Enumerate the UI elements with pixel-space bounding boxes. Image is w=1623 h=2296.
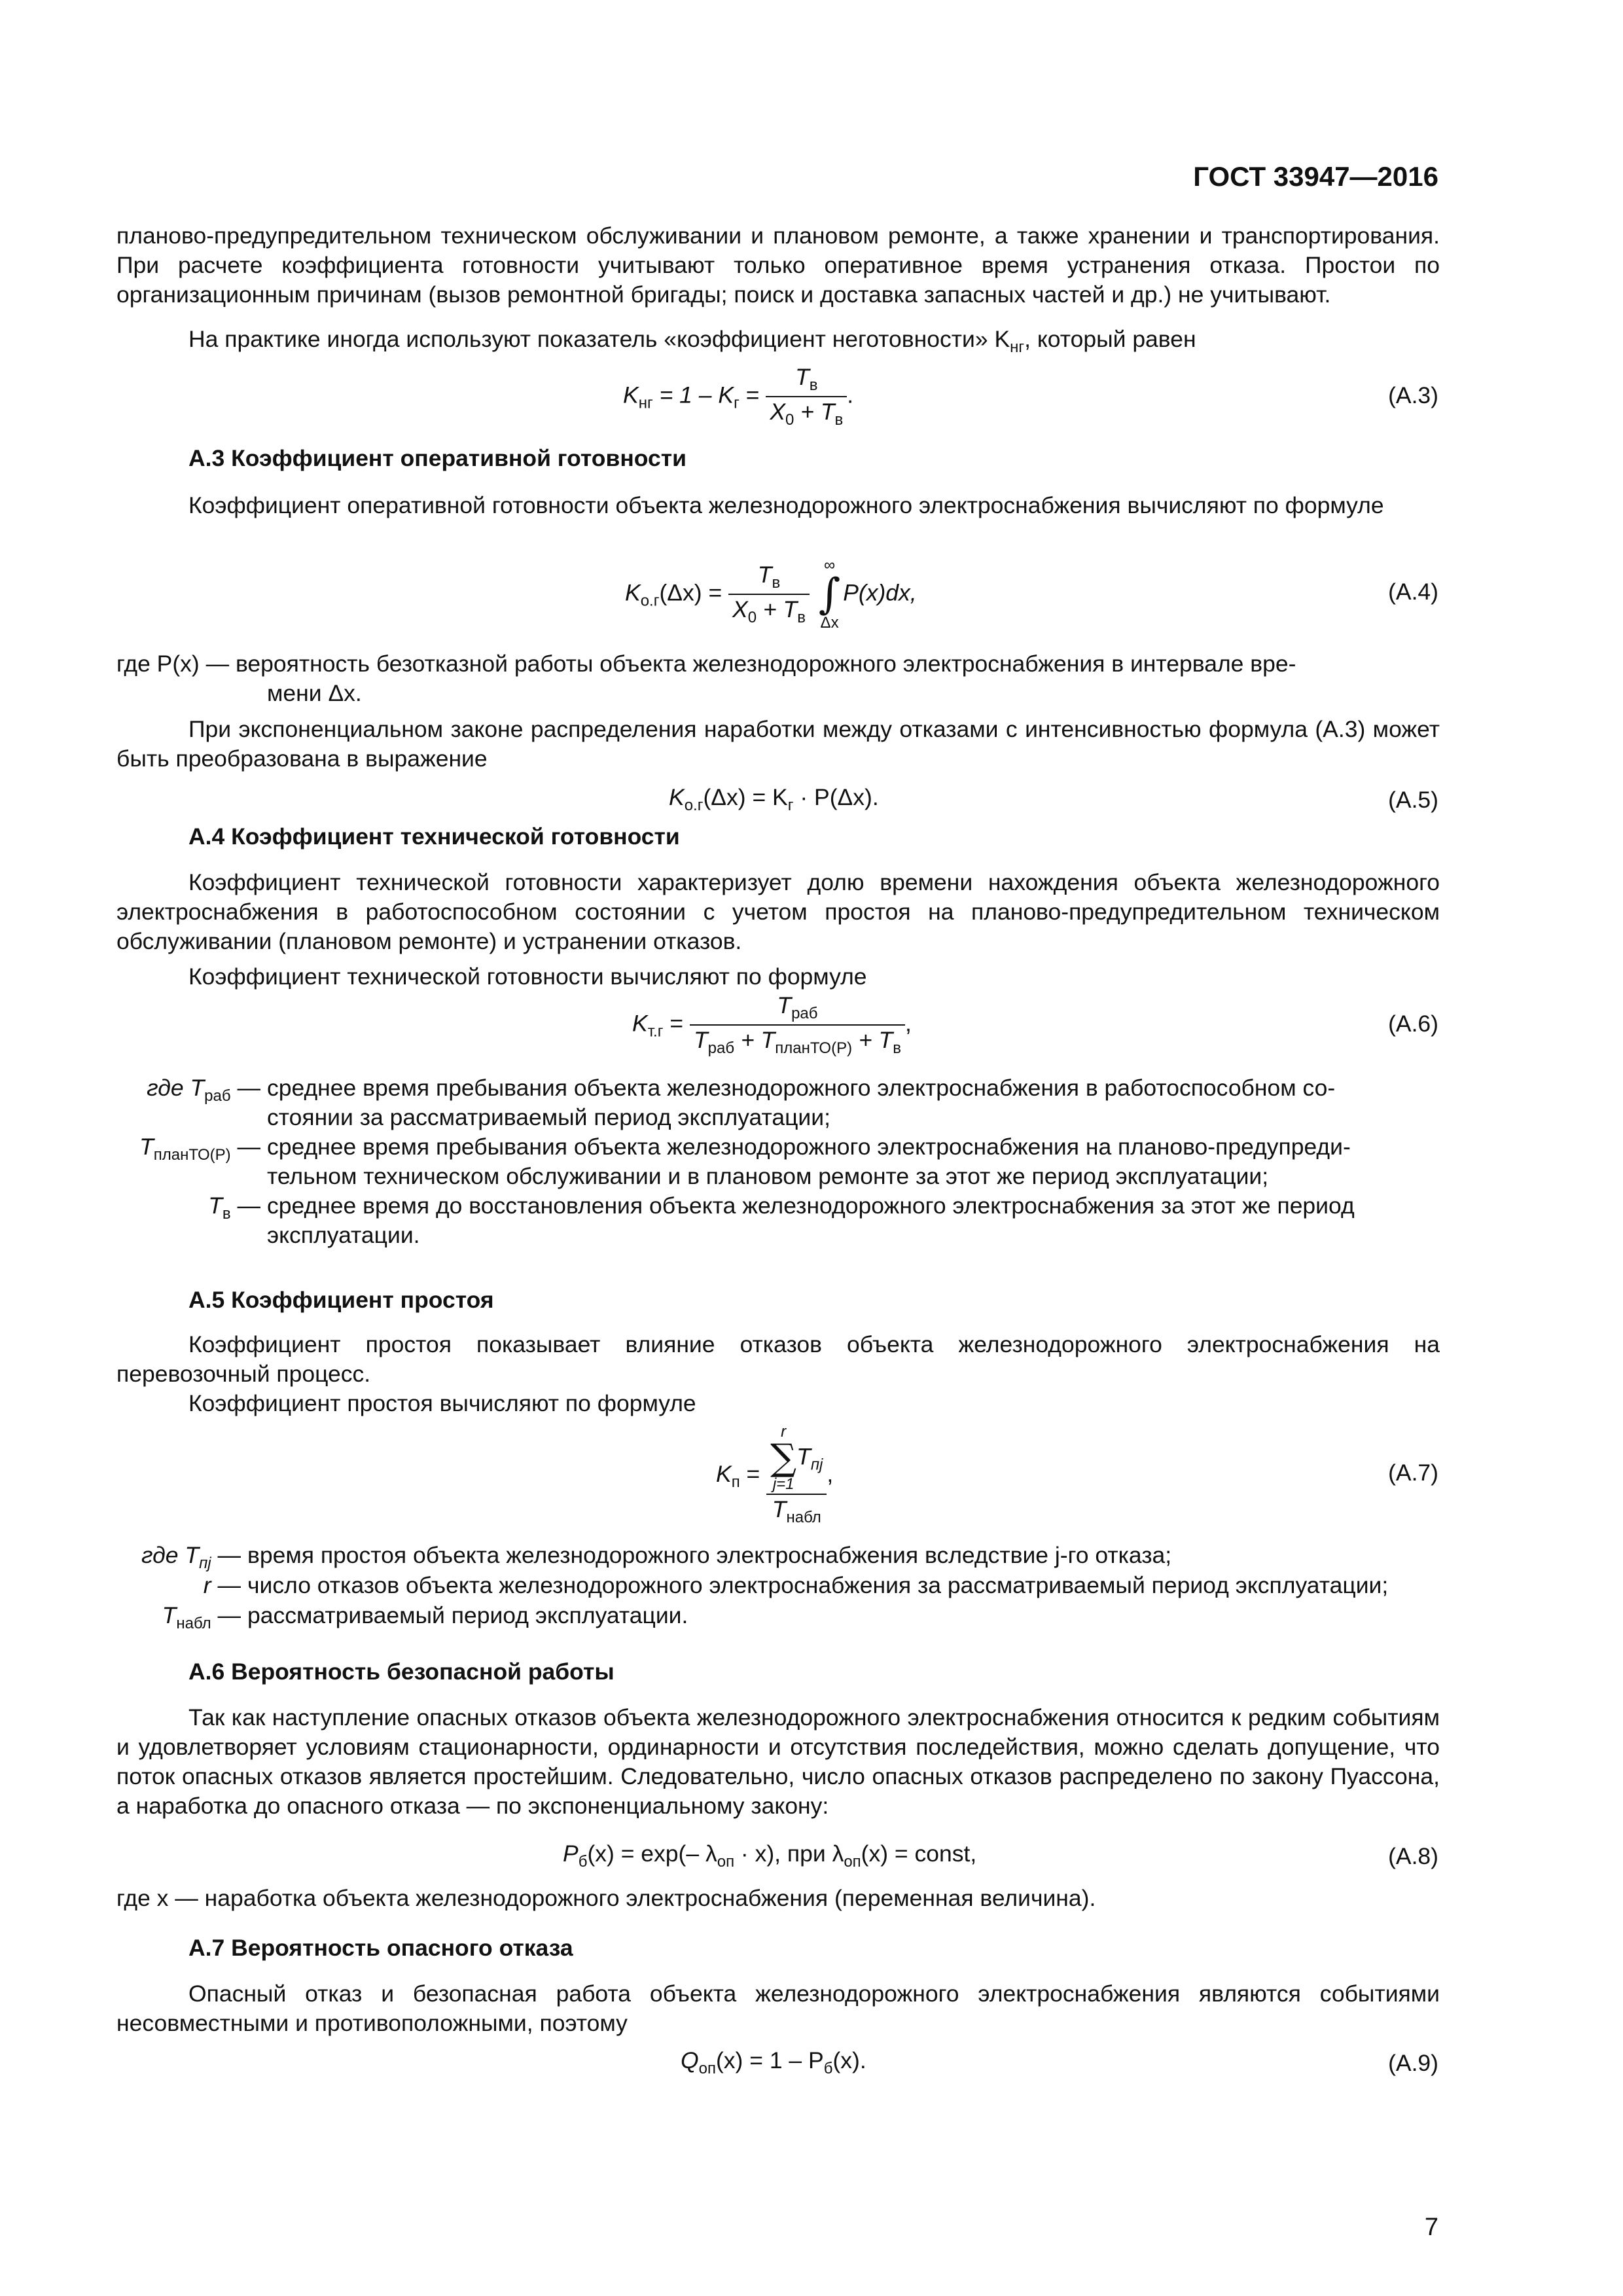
definition-p: где P(x) — вероятность безотказной работы объекта железнодорожного электроснабжения в интервале вре- xyxy=(116,651,1296,677)
paragraph-safe-operation: Так как наступление опасных отказов объекта железнодорожного электроснабжения относится к редким событиям и удовлетворяет условиям стационарности, ординарности и отсутствия последействия, можно сделать допущение, что поток опасных отказов является простейшим. Следовательно, число опасных отказов распределено по закону Пуассона, а наработка до опасного отказа — по экспоненциальному закону: xyxy=(116,1704,1440,1819)
definition-row-tnabl: $T_{набл}$ — рассматриваемый период эксплуатации. xyxy=(162,1602,688,1632)
equation-label-a8: (А.8) xyxy=(1388,1843,1438,1869)
definition-row-r: r — число отказов объекта железнодорожного электроснабжения за рассматриваемый период эксплуатации; xyxy=(203,1572,1389,1598)
paragraph-downtime-formula: Коэффициент простоя вычисляют по формуле xyxy=(188,1390,696,1416)
equation-label-a7: (А.7) xyxy=(1388,1460,1438,1486)
section-heading-a7: А.7 Вероятность опасного отказа xyxy=(188,1935,573,1961)
paragraph-continuation: планово-предупредительном техническом обслуживании и плановом ремонте, а также хранении и транспортирования. При расчете коэффициента готовности учитывают только оперативное время устранения отказа. Простои по организационным причинам (вызов ремонтной бригады; поиск и доставка запасных частей и др.) не учитывают. xyxy=(116,223,1440,308)
equation-label-a3: (А.3) xyxy=(1388,382,1438,408)
equation-label-a6: (А.6) xyxy=(1388,1011,1438,1037)
paragraph-downtime: Коэффициент простоя показывает влияние отказов объекта железнодорожного электроснабжения на перевозочный процесс. xyxy=(116,1331,1440,1387)
paragraph-unavailability: На практике иногда используют показатель «коэффициент неготовности» $K_{нг}$, который равен xyxy=(188,326,1196,356)
equation-a7: $K_п$ = r ∑ j=1 $T_{пj}$ $T_{набл}$ , xyxy=(716,1423,834,1526)
equation-a3: $K_{нг} = 1 - K_г$ = $\frac{T_в}{X_0 + T_в}$ . xyxy=(623,364,854,429)
definition-row-trab: где $T_{раб}$ — среднее время пребывания объекта железнодорожного электроснабжения в работоспособном со- стоянии за рассматриваемый период эксплуатации; xyxy=(147,1075,1336,1130)
definition-row-tpj: где $T_{пj}$ — время простоя объекта железнодорожного электроснабжения вследствие j-го отказа; xyxy=(141,1542,1172,1572)
definition-row-tplan: $T_{планТО(Р)}$ — среднее время пребывания объекта железнодорожного электроснабжения на планово-предупреди- тельном техническом обслуживании и в плановом ремонте за этот же период эксплуатации; xyxy=(139,1134,1351,1189)
section-heading-a3: А.3 Коэффициент оперативной готовности xyxy=(188,445,687,471)
equation-a4: $K_{о.г}(\Delta x)$ = $\frac{T_в}{X_0 + T_в}$ ∞ ∫ Δx P(x)dx, xyxy=(625,556,917,632)
paragraph-exponential: При экспоненциальном законе распределения наработки между отказами с интенсивностью формула (А.3) может быть преобразована в выражение xyxy=(116,716,1440,772)
integral-sign: ∞ ∫ Δx xyxy=(818,556,841,632)
equation-a6: $K_{т.г}$ = $\frac{T_{раб}}{T_{раб} + T_{планТО(Р)} + T_в}$ , xyxy=(632,992,912,1057)
paragraph-formula-intro: Коэффициент технической готовности вычисляют по формуле xyxy=(188,963,867,990)
definition-row-tv: $T_в$ — среднее время до восстановления объекта железнодорожного электроснабжения за этот же период эксплуатации. xyxy=(208,1193,1355,1248)
definition-x: где x — наработка объекта железнодорожного электроснабжения (переменная величина). xyxy=(116,1885,1096,1911)
equation-a8: $P_б(x) = \exp(-$ $\lambda_{оп} \cdot x$), при $\lambda_{оп}(x)$ = const, xyxy=(563,1840,977,1871)
section-heading-a5: А.5 Коэффициент простоя xyxy=(188,1287,494,1313)
equation-label-a4: (А.4) xyxy=(1388,579,1438,605)
definition-p-cont: мени Δx. xyxy=(267,680,362,706)
equation-label-a9: (А.9) xyxy=(1388,2050,1438,2076)
standard-header: ГОСТ 33947—2016 xyxy=(1193,161,1438,192)
page-number: 7 xyxy=(1424,2214,1438,2241)
equation-label-a5: (А.5) xyxy=(1388,787,1438,813)
equation-a5: $K_{о.г}(\Delta x) = K_г \cdot P(\Delta x)$. xyxy=(669,784,879,814)
paragraph-technical-availability: Коэффициент технической готовности характеризует долю времени нахождения объекта железнодорожного электроснабжения в работоспособном состоянии с учетом простоя на планово-предупредительном техническом обслуживании (плановом ремонте) и устранении отказов. xyxy=(116,869,1440,954)
paragraph-hazardous-failure: Опасный отказ и безопасная работа объекта железнодорожного электроснабжения являются событиями несовместными и противоположными, поэтому xyxy=(116,1981,1440,2036)
sum-sign: r ∑ j=1 xyxy=(770,1423,797,1493)
section-heading-a6: А.6 Вероятность безопасной работы xyxy=(188,1659,615,1685)
section-heading-a4: А.4 Коэффициент технической готовности xyxy=(188,823,680,850)
paragraph-operational-availability: Коэффициент оперативной готовности объекта железнодорожного электроснабжения вычисляют по формуле xyxy=(188,492,1384,518)
equation-a9: $Q_{оп}(x) = 1 - P_б(x)$. xyxy=(681,2047,866,2077)
